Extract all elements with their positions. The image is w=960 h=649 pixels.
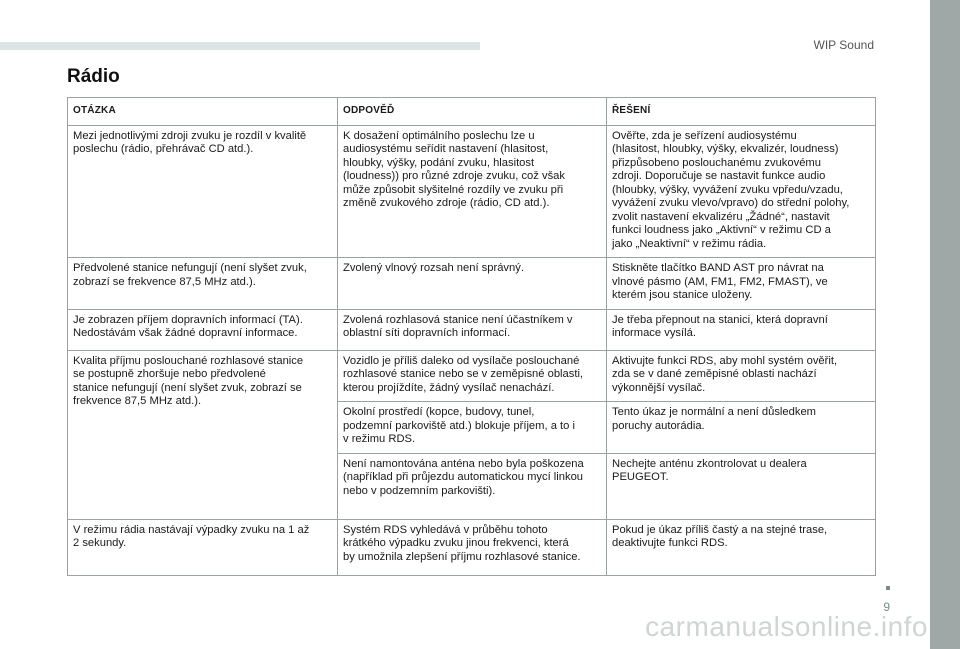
answer-cell: Není namontována anténa nebo byla poškozena (například při průjezdu automatickou mycí linkou nebo v podzemním parkovišti). bbox=[338, 453, 607, 519]
header-answer: ODPOVĚĎ bbox=[338, 98, 607, 126]
answer-cell: Zvolená rozhlasová stanice není účastníkem v oblastní síti dopravních informací. bbox=[338, 309, 607, 350]
question-cell: Kvalita příjmu poslouchané rozhlasové stanice se postupně zhoršuje nebo předvolené stanice nefungují (není slyšet zvuk, zobrazí se frekvence 87,5 MHz atd.). bbox=[68, 350, 338, 519]
page-number: 9 bbox=[883, 600, 890, 614]
table-row bbox=[68, 125, 876, 258]
table-row bbox=[68, 309, 876, 350]
question-cell: Předvolené stanice nefungují (není slyšet zvuk, zobrazí se frekvence 87,5 MHz atd.). bbox=[68, 258, 338, 310]
solution-cell: Tento úkaz je normální a není důsledkem poruchy autorádia. bbox=[607, 402, 876, 454]
answer-cell: Vozidlo je příliš daleko od vysílače poslouchané rozhlasové stanice nebo se v zeměpisné oblasti, kterou projíždíte, žádný vysílač nenachází. bbox=[338, 350, 607, 402]
answer-cell: Zvolený vlnový rozsah není správný. bbox=[338, 258, 607, 310]
header-solution: ŘEŠENÍ bbox=[607, 98, 876, 126]
table-row bbox=[68, 519, 876, 575]
solution-cell: Aktivujte funkci RDS, aby mohl systém ověřit, zda se v dané zeměpisné oblasti nachází výkonnější vysílač. bbox=[607, 350, 876, 402]
answer-cell: Systém RDS vyhledává v průběhu tohoto krátkého výpadku zvuku jinou frekvenci, která by umožnila zlepšení příjmu rozhlasové stanice. bbox=[338, 519, 607, 575]
question-cell: Je zobrazen příjem dopravních informací (TA). Nedostávám však žádné dopravní informace. bbox=[68, 309, 338, 350]
page-marker-dot bbox=[886, 586, 890, 590]
answer-cell: K dosažení optimálního poslechu lze u audiosystému seřídit nastavení (hlasitost, hloubky, výšky, podání zvuku, hlasitost (loudness)) pro různé zdroje zvuku, což však může způsobit slyšitelné rozdíly ve zvuku při změně zvukového zdroje (rádio, CD atd.). bbox=[338, 125, 607, 258]
question-cell: V režimu rádia nastávají výpadky zvuku na 1 až 2 sekundy. bbox=[68, 519, 338, 575]
solution-cell: Je třeba přepnout na stanici, která dopravní informace vysílá. bbox=[607, 309, 876, 350]
solution-cell: Ověřte, zda je seřízení audiosystému (hlasitost, hloubky, výšky, ekvalizér, loudness) přizpůsobeno poslouchanému zvukovému zdroji. Doporučuje se nastavit funkce audio (hloubky, výšky, vyvážení zvuku vpředu/vzadu, vyvážení zvuku vlevo/vpravo) do střední polohy, zvolit nastavení ekvalizéru „Žádné“, nastavit funkci loudness jako „Aktivní“ v režimu CD a jako „Neaktivní“ v režimu rádia. bbox=[607, 125, 876, 258]
table-header-row bbox=[68, 98, 876, 126]
watermark: carmanualsonline.info bbox=[645, 611, 928, 642]
table-row bbox=[68, 258, 876, 310]
solution-cell: Stiskněte tlačítko BAND AST pro návrat na vlnové pásmo (AM, FM1, FM2, FMAST), ve kterém jsou stanice uloženy. bbox=[607, 258, 876, 310]
page-title: Rádio bbox=[67, 66, 120, 87]
header-accent-bar bbox=[0, 42, 480, 50]
question-cell: Mezi jednotlivými zdroji zvuku je rozdíl v kvalitě poslechu (rádio, přehrávač CD atd.). bbox=[68, 125, 338, 258]
section-label: WIP Sound bbox=[813, 38, 874, 52]
solution-cell: Pokud je úkaz příliš častý a na stejné trase, deaktivujte funkci RDS. bbox=[607, 519, 876, 575]
answer-cell: Okolní prostředí (kopce, budovy, tunel, podzemní parkoviště atd.) blokuje příjem, a to i v režimu RDS. bbox=[338, 402, 607, 454]
solution-cell: Nechejte anténu zkontrolovat u dealera PEUGEOT. bbox=[607, 453, 876, 519]
side-tab-strip bbox=[930, 0, 960, 649]
troubleshooting-table bbox=[67, 97, 876, 576]
table-row bbox=[68, 350, 876, 402]
header-question: OTÁZKA bbox=[68, 98, 338, 126]
